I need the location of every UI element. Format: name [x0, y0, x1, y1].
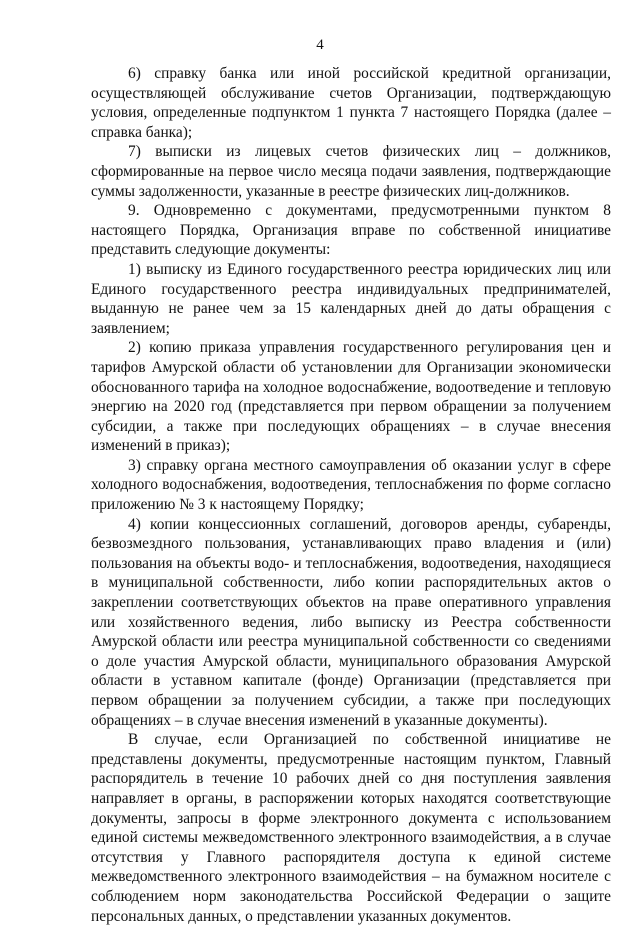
paragraph-local-authority-certificate: 3) справку органа местного самоуправления об оказании услуг в сфере холодного водоснабжения, водоотведения, теплоснабжения по форме согласно приложению № 3 к настоящему Порядку; [91, 456, 611, 514]
paragraph-concession-agreements: 4) копии концессионных соглашений, договоров аренды, субаренды, безвозмездного пользования, устанавливающих право владения и (или) пользования на объекты водо- и теплоснабжения, водоотведения, находящиеся в муниципальной собственности, либо копии распорядительных актов о закреплении соответствующих объектов на праве оперативного управления или хозяйственного ведения, либо выписку из Реестра собственности Амурской области или реестра муниципальной собственности со сведениями о доле участия Амурской области, муниципального образования Амурской области в уставном капитале (фонде) Организации (представляется при первом обращении за получением субсидии, а также при последующих обращениях – в случае внесения изменений в указанные документы). [91, 515, 611, 729]
paragraph-registry-extract: 1) выписку из Единого государственного реестра юридических лиц или Единого государственного реестра индивидуальных предпринимателей, выданную не ранее чем за 15 календарных дней до даты обращения с заявлением; [91, 260, 611, 337]
paragraph-interagency-requests: В случае, если Организацией по собственной инициативе не представлены документы, предусмотренные настоящим пунктом, Главный распорядитель в течение 10 рабочих дней со дня поступления заявления направляет в органы, в распоряжении которых находятся соответствующие документы, запросы в форме электронного документа с использованием единой системы межведомственного электронного взаимодействия, а в случае отсутствия у Главного распорядителя доступа к единой системе межведомственного электронного взаимодействия – на бумажном носителе с соблюдением норм законодательства Российской Федерации о защите персональных данных, о представлении указанных документов. [91, 731, 611, 925]
paragraph-tariff-order: 2) копию приказа управления государственного регулирования цен и тарифов Амурской области об установлении для Организации экономически обоснованного тарифа на холодное водоснабжение, водоотведение и тепловую энергию на 2020 год (представляется при первом обращении за получением субсидии, а также при последующих обращениях – в случае внесения изменений в приказ); [91, 339, 611, 455]
page-number: 4 [316, 37, 324, 53]
paragraph-section-9: 9. Одновременно с документами, предусмотренными пунктом 8 настоящего Порядка, Организация вправе по собственной инициативе представить следующие документы: [91, 202, 611, 259]
paragraph-account-statements: 7) выписки из лицевых счетов физических лиц – должников, сформированные на первое число месяца подачи заявления, подтверждающие суммы задолженности, указанные в реестре физических лиц-должников. [91, 143, 611, 200]
document-body [91, 64, 611, 926]
paragraph-bank-certificate: 6) справку банка или иной российской кредитной организации, осуществляющей обслуживание счетов Организации, подтверждающую условия, определенные подпунктом 1 пункта 7 настоящего Порядка (далее – справка банка); [91, 65, 611, 141]
